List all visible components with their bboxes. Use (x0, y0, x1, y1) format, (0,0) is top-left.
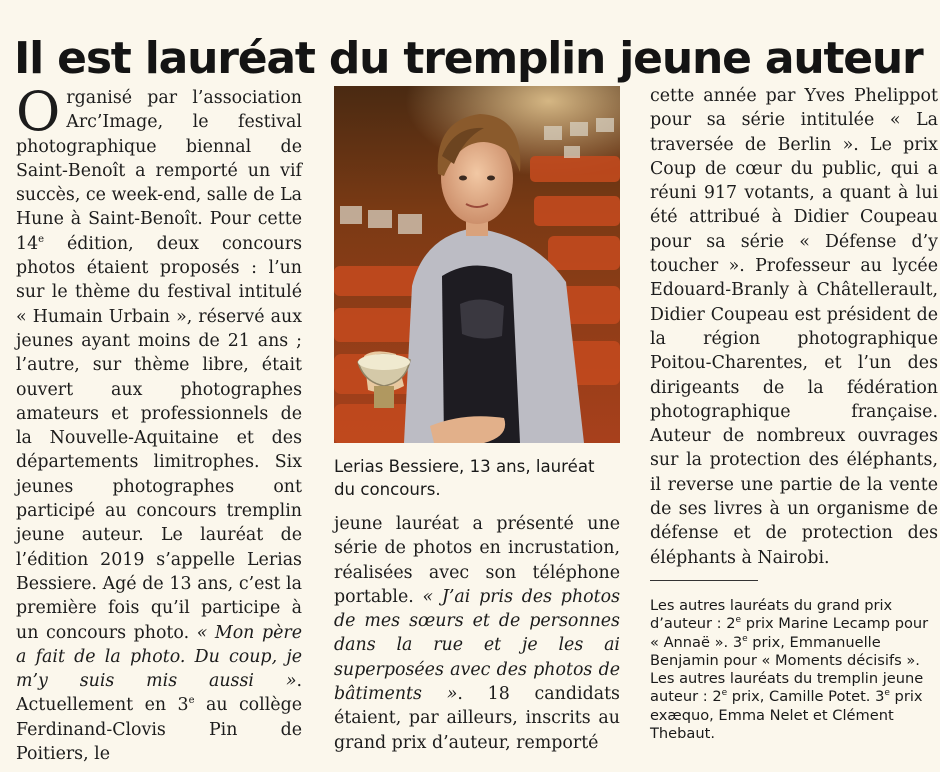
photo-boy-with-trophy (334, 86, 620, 443)
text-run: . Actuellement en 3 (16, 671, 302, 716)
text-run: rganisé par l’association Arc’Image, le festival photographique biennal de Saint-Benoît a remporté un vif succès, ce week-end, salle de La Hune à Saint-Benoît. Pour cette 14 (16, 88, 302, 254)
separator-rule (650, 580, 758, 581)
headline: Il est lauréat du tremplin jeune auteur (14, 33, 923, 85)
text-run: prix exæquo, Emma Nelet et Clément Thebaut. (650, 688, 923, 743)
article-photo (334, 86, 620, 443)
text-run: cette année par Yves Phelippot pour sa série intitulée « La traversée de Berlin ». Le prix Coup de cœur du public, qui a réuni 917 votants, a quant à lui été attribué à Didier Coupeau pour sa série « Défense d’y toucher ». Professeur au lycée Edouard-Branly à Châtellerault, Didier Coupeau est président de la région photographique Poitou-Charentes, et l’un des dirigeants de la fédération photographique française. Auteur de nombreux ouvrages sur la protection des éléphants, il reverse une partie de la vente de ses livres à un organisme de défense et de protection des éléphants à Nairobi. (650, 86, 938, 568)
text-run: édition, deux concours photos étaient proposés : l’un sur le thème du festival intitulé « Humain Urbain », réservé aux jeunes ayant moins de 21 ans ; l’autre, sur thème libre, était ouvert aux photographes amateurs et professionnels de la Nouvelle-Aquitaine et des départements limitrophes. Six jeunes photographes ont participé au concours tremplin jeune auteur. Le lauréat de l’édition 2019 s’appelle Lerias Bessiere. Agé de 13 ans, c’est la première fois qu’il participe à un concours photo. (16, 233, 302, 643)
text-run: jeune lauréat a présenté une série de photos en incrustation, réalisées avec son téléphone portable. (334, 514, 620, 607)
text-run: prix, Camille Potet. 3 (727, 688, 885, 706)
article-column-2 (334, 512, 620, 755)
column-3-text (650, 84, 938, 570)
text-run: prix, Emmanuelle Benjamin pour « Moments décisifs ». Les autres lauréats du tremplin jeune auteur : 2 (650, 633, 924, 706)
superscript: e (188, 695, 195, 707)
superscript: e (38, 233, 45, 245)
other-winners-note (650, 597, 938, 743)
photo-caption: Lerias Bessiere, 13 ans, lauréat du concours. (334, 457, 595, 499)
quote: « J’ai pris des photos de mes sœurs et de personnes dans la rue et je les ai superposées avec des photos de bâtiments » (334, 586, 620, 705)
superscript: e (742, 633, 748, 644)
text-run: au collège Ferdinand-Clovis Pin de Poitiers, le (16, 695, 302, 765)
superscript: e (735, 615, 742, 626)
column-1-text (16, 80, 302, 765)
text-run: Les autres lauréats du grand prix d’auteur : 2 (650, 597, 893, 633)
article-column-1 (16, 80, 302, 766)
text-run: . 18 candidats étaient, par ailleurs, inscrits au grand prix d’auteur, remporté (334, 684, 620, 753)
article-column-3 (650, 84, 938, 570)
text-run: prix Marine Lecamp pour « Annaë ». 3 (650, 615, 929, 651)
superscript: e (721, 688, 728, 699)
drop-cap: O (16, 80, 61, 143)
quote: « Mon père a fait de la photo. Du coup, je m’y suis mis aussi » (16, 622, 302, 692)
superscript: e (884, 688, 890, 699)
column-2-text (334, 512, 620, 755)
